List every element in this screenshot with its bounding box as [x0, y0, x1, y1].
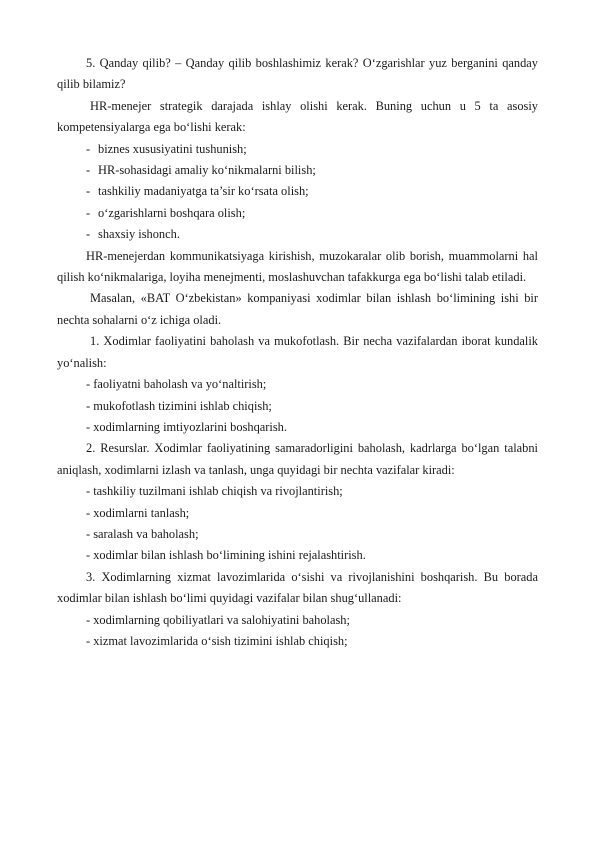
hr-skills: HR-menejerdan kommunikatsiyaga kirishish, muzokaralar olib borish, muammolarni hal qilish ko‘nikmalariga, loyiha menejmenti, moslashuvchan tafakkurga ega bo‘lishi talab etiladi.	[57, 248, 538, 285]
dash-mark: -	[86, 184, 91, 199]
list-item-text: biznes xususiyatini tushunish;	[98, 141, 247, 156]
dash-mark: -	[86, 205, 91, 220]
list-item: - tashkiliy tuzilmani ishlab chiqish va rivojlantirish;	[86, 484, 343, 499]
dash-mark: -	[86, 141, 91, 156]
document-page	[57, 53, 538, 652]
section-3-heading: 3. Xodimlarning xizmat lavozimlarida o‘sishi va rivojlanishini boshqarish. Bu borada xodimlar bilan ishlash bo‘limi quyidagi vazifalar bilan shug‘ullanadi:	[57, 569, 538, 606]
list-item	[57, 224, 538, 245]
section-1-heading: 1. Xodimlar faoliyatini baholash va mukofotlash. Bir necha vazifalardan iborat kundalik yo‘nalish:	[57, 334, 538, 370]
competency-list	[57, 139, 538, 246]
list-item	[57, 203, 538, 224]
dash-mark: -	[86, 163, 91, 178]
section-2-heading: 2. Resurslar. Xodimlar faoliyatining samaradorligini baholash, kadrlarga bo‘lgan talabni aniqlash, xodimlarni izlash va tanlash, unga quyidagi bir nechta vazifalar kiradi:	[57, 441, 538, 477]
list-item: - xizmat lavozimlarida o‘sish tizimini ishlab chiqish;	[86, 633, 348, 648]
example-paragraph: Masalan, «BAT O‘zbekistan» kompaniyasi xodimlar bilan ishlash bo‘limining ishi bir nechta sohalarni o‘z ichiga oladi.	[57, 291, 538, 327]
list-item-text: shaxsiy ishonch.	[98, 227, 180, 242]
list-item-text: o‘zgarishlarni boshqara olish;	[98, 205, 246, 220]
list-item: - mukofotlash tizimini ishlab chiqish;	[86, 398, 272, 413]
list-item-text: HR-sohasidagi amaliy ko‘nikmalarni bilish;	[98, 163, 316, 178]
list-item-text: tashkiliy madaniyatga ta’sir ko‘rsata olish;	[98, 184, 309, 199]
list-item: - faoliyatni baholash va yo‘naltirish;	[86, 377, 267, 392]
list-item: - xodimlar bilan ishlash bo‘limining ishini rejalashtirish.	[86, 548, 366, 563]
list-item	[57, 160, 538, 181]
list-item: - saralash va baholash;	[86, 526, 199, 541]
list-item: - xodimlarning imtiyozlarini boshqarish.	[86, 419, 287, 434]
list-item	[57, 181, 538, 202]
list-item: - xodimlarning qobiliyatlari va salohiyatini baholash;	[86, 612, 350, 627]
dash-mark: -	[86, 227, 91, 242]
list-item	[57, 139, 538, 160]
hr-intro: HR-menejer strategik darajada ishlay olishi kerak. Buning uchun u 5 ta asosiy kompetensiyalarga ega bo‘lishi kerak:	[57, 98, 538, 135]
question-5: 5. Qanday qilib? – Qanday qilib boshlashimiz kerak? O‘zgarishlar yuz berganini qanday qilib bilamiz?	[57, 56, 538, 92]
list-item: - xodimlarni tanlash;	[86, 505, 190, 520]
